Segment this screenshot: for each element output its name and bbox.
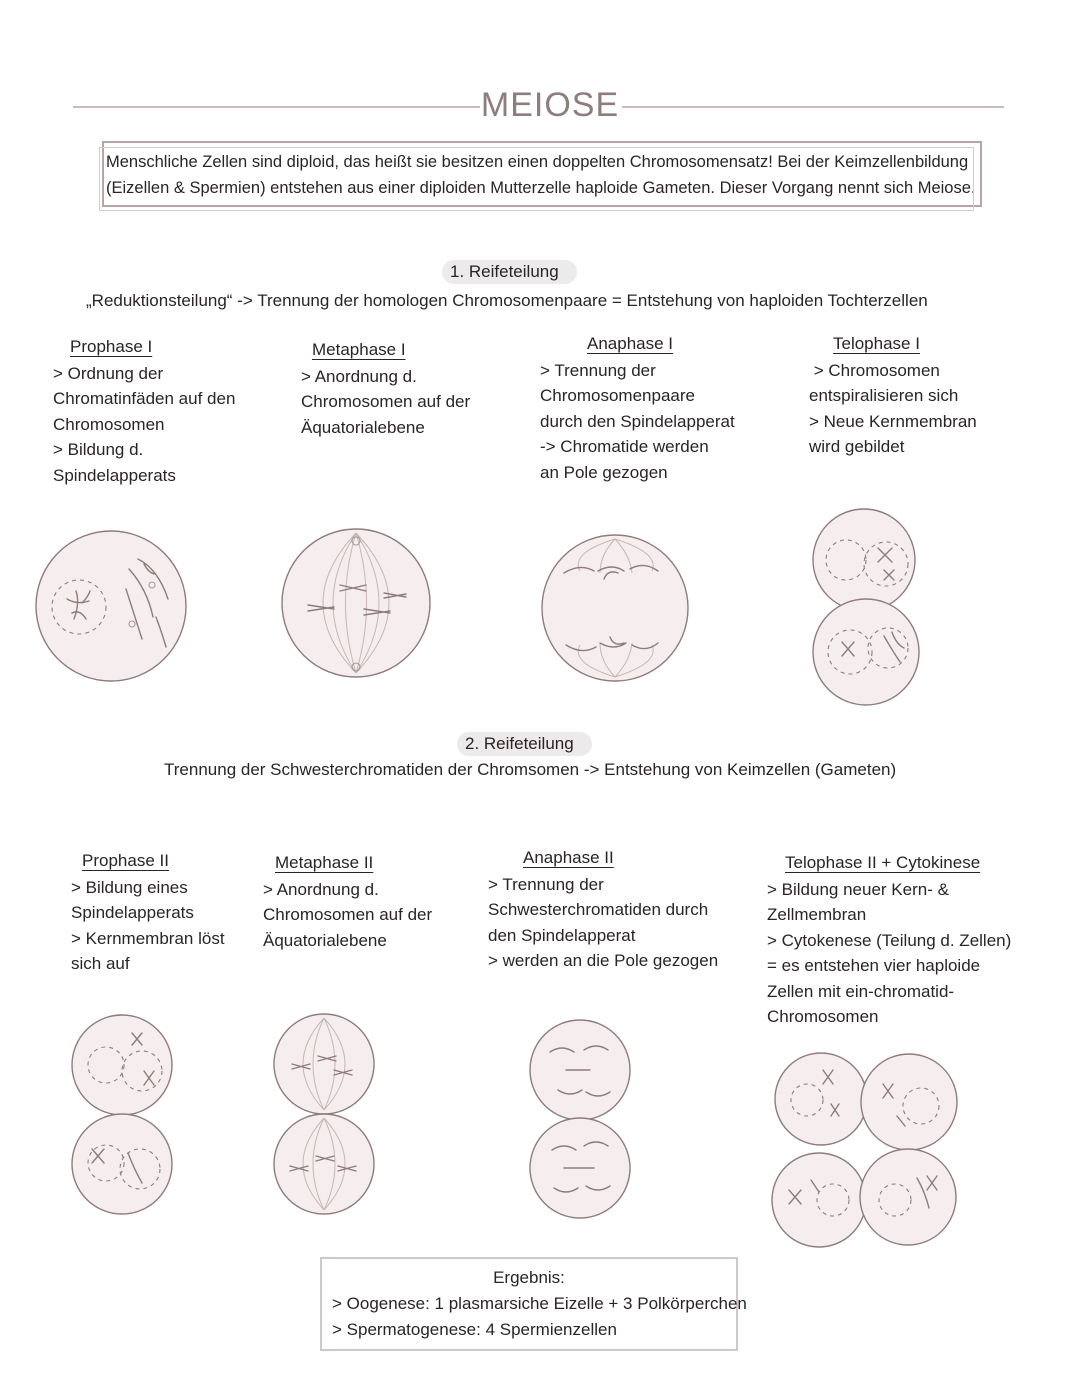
title-rule-right bbox=[622, 106, 1004, 108]
phase-line: Chromosomen auf der bbox=[263, 905, 433, 924]
phase-line: > Bildung eines bbox=[71, 877, 188, 897]
phase-line: > Bildung d. bbox=[53, 440, 144, 459]
phase-metaphase-1 bbox=[301, 337, 470, 440]
phase-line: wird gebildet bbox=[809, 437, 905, 456]
title-rule-left bbox=[73, 106, 480, 108]
phase-line: > Cytokenese (Teilung d. Zellen) bbox=[767, 930, 1012, 950]
phase-line: sich auf bbox=[71, 954, 130, 973]
phase-line: Zellen mit ein-chromatid- bbox=[767, 981, 955, 1001]
phase-line: Schwesterchromatiden durch bbox=[488, 900, 709, 919]
phase-metaphase-2 bbox=[263, 850, 432, 953]
division2-subtitle: Trennung der Schwesterchromatiden der Chromsomen -> Entstehung von Keimzellen (Gameten) bbox=[164, 760, 897, 779]
telophase-1-cell-illustration bbox=[808, 508, 924, 706]
result-line-oogenese: > Oogenese: 1 plasmarsiche Eizelle + 3 Polkörperchen bbox=[332, 1294, 747, 1313]
result-line-spermatogenese: > Spermatogenese: 4 Spermienzellen bbox=[332, 1320, 617, 1339]
phase-line: > Anordnung d. bbox=[301, 366, 417, 386]
phase-title: Telophase I bbox=[833, 334, 920, 353]
phase-prophase-2 bbox=[71, 848, 225, 977]
phase-line: an Pole gezogen bbox=[540, 462, 668, 482]
phase-title: Anaphase II bbox=[523, 848, 614, 867]
intro-box-shadow bbox=[99, 147, 974, 211]
phase-telophase-2 bbox=[767, 850, 1011, 1030]
phase-anaphase-2 bbox=[488, 845, 718, 974]
phase-line: > Anordnung d. bbox=[263, 879, 379, 899]
phase-title: Prophase I bbox=[70, 337, 153, 356]
division2-heading: 2. Reifeteilung bbox=[457, 732, 592, 756]
phase-line: Chromosomenpaare bbox=[540, 386, 695, 405]
phase-line: Chromatinfäden auf den bbox=[53, 389, 236, 408]
phase-line: > Trennung der bbox=[540, 360, 656, 380]
anaphase-2-cell-illustration bbox=[528, 1018, 632, 1220]
division1-heading: 1. Reifeteilung bbox=[442, 260, 577, 284]
telophase-2-cell-illustration bbox=[771, 1050, 961, 1250]
phase-line: Spindelapperats bbox=[53, 465, 176, 485]
prophase-2-cell-illustration bbox=[70, 1013, 174, 1215]
division1-subtitle: „Reduktionsteilung“ -> Trennung der homologen Chromosomenpaare = Entstehung von haploiden Tochterzellen bbox=[86, 291, 928, 310]
phase-title: Anaphase I bbox=[587, 334, 674, 353]
phase-line: Chromosomen bbox=[767, 1007, 879, 1026]
phase-line: -> Chromatide werden bbox=[540, 437, 709, 456]
phase-line: > werden an die Pole gezogen bbox=[488, 951, 719, 970]
intro-line-2: (Eizellen & Spermien) entstehen aus einer diploiden Mutterzelle haploide Gameten. Dieser Vorgang nennt sich Meiose. bbox=[106, 179, 976, 197]
phase-line: Äquatorialebene bbox=[301, 417, 425, 437]
phase-line: Chromosomen auf der bbox=[301, 392, 471, 411]
prophase-1-cell-illustration bbox=[34, 529, 189, 684]
anaphase-1-cell-illustration bbox=[540, 533, 690, 683]
result-box bbox=[320, 1257, 747, 1351]
result-title: Ergebnis: bbox=[493, 1268, 565, 1287]
metaphase-2-cell-illustration bbox=[272, 1012, 376, 1216]
phase-line: = es entstehen vier haploide bbox=[767, 956, 981, 975]
intro-box bbox=[102, 141, 982, 207]
phase-line: entspiralisieren sich bbox=[809, 386, 959, 405]
phase-title: Prophase II bbox=[82, 851, 169, 870]
phase-line: Spindelapperats bbox=[71, 903, 194, 922]
phase-line: > Trennung der bbox=[488, 874, 604, 894]
phase-title: Metaphase II bbox=[275, 853, 374, 872]
phase-line: Äquatorialebene bbox=[263, 930, 387, 950]
phase-title: Telophase II + Cytokinese bbox=[785, 853, 981, 872]
page-title: MEIOSE bbox=[480, 86, 620, 124]
phase-title: Metaphase I bbox=[312, 340, 406, 359]
metaphase-1-cell-illustration bbox=[280, 527, 432, 679]
phase-anaphase-1 bbox=[540, 331, 735, 485]
phase-line: > Neue Kernmembran bbox=[809, 411, 977, 431]
phase-line: den Spindelapperat bbox=[488, 925, 636, 945]
phase-line: > Bildung neuer Kern- & bbox=[767, 879, 949, 899]
phase-telophase-1 bbox=[809, 331, 977, 460]
phase-line: durch den Spindelapperat bbox=[540, 411, 735, 431]
intro-line-1: Menschliche Zellen sind diploid, das heißt sie besitzen einen doppelten Chromosomensatz! Bei der Keimzellenbildung bbox=[106, 153, 969, 171]
phase-line: Chromosomen bbox=[53, 414, 165, 434]
phase-prophase-1 bbox=[53, 334, 235, 488]
phase-line: > Kernmembran löst bbox=[71, 928, 225, 948]
phase-line: > Chromosomen bbox=[809, 360, 940, 380]
phase-line: Zellmembran bbox=[767, 905, 867, 924]
phase-line: > Ordnung der bbox=[53, 363, 164, 383]
